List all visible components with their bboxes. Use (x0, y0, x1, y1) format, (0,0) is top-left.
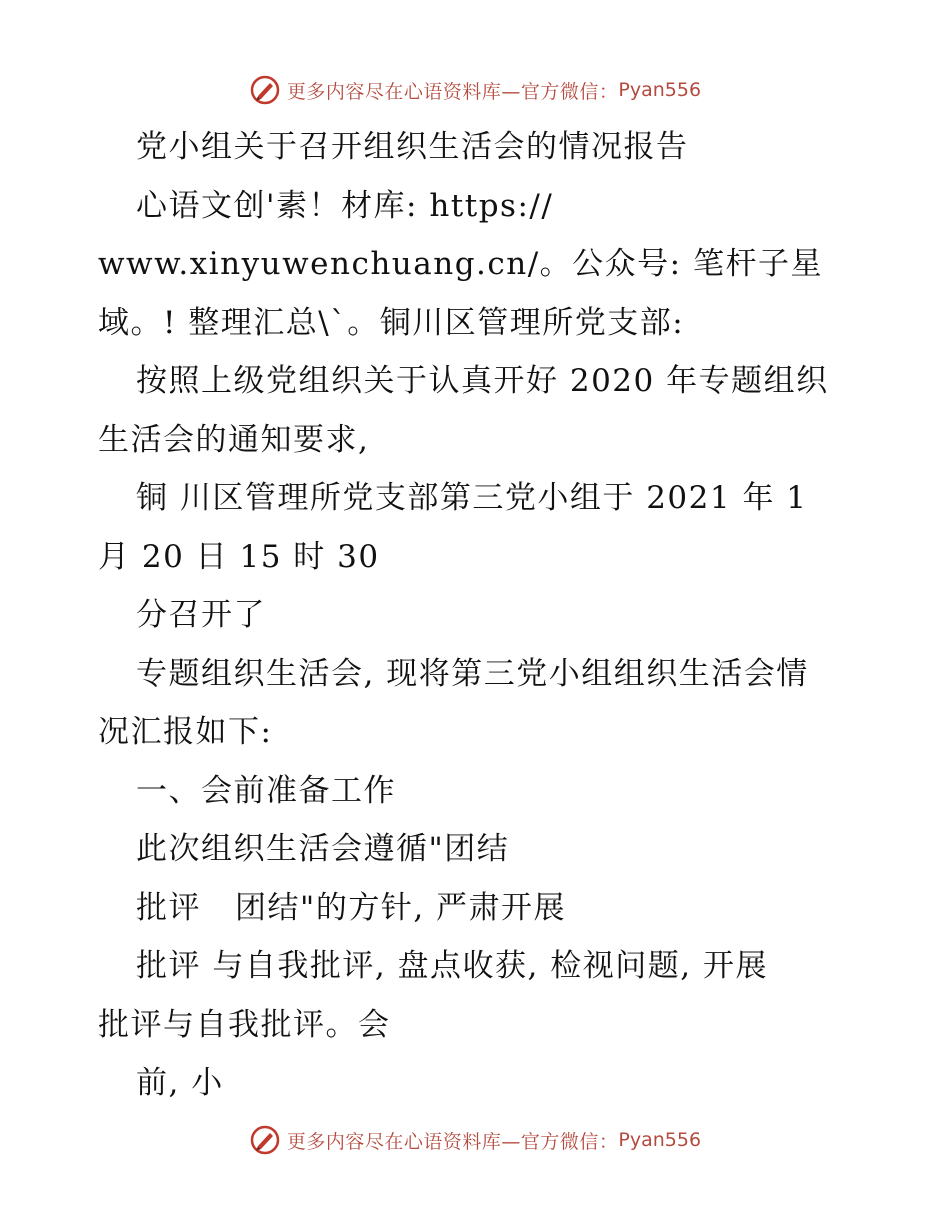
watermark-contact: Pyan556 (618, 79, 702, 101)
watermark-text: 更多内容尽在心语资料库—官方微信： (286, 80, 619, 103)
watermark-text: 更多内容尽在心语资料库—官方微信： (286, 1130, 619, 1153)
pen-logo-icon (249, 1124, 281, 1156)
paragraph-line: 批评与自我批评。会 (98, 1006, 391, 1043)
paragraph-line: 心语文创'素！材库: https:// (136, 187, 554, 224)
paragraph-line: 分召开了 (136, 597, 266, 633)
paragraph-line: www.xinyuwenchuang.cn/。公众号: 笔杆子星 (98, 246, 823, 282)
document-title: 党小组关于召开组织生活会的情况报告 (136, 129, 689, 165)
paragraph-line: 铜 川区管理所党支部第三党小组于 2021 年 1 (136, 480, 808, 516)
paragraph-line: 此次组织生活会遵循"团结 (136, 831, 510, 867)
header-watermark (0, 70, 950, 110)
section-heading: 一、会前准备工作 (136, 772, 396, 809)
paragraph-line: 批评 团结"的方针, 严肃开展 (136, 889, 567, 926)
footer-watermark (0, 1120, 950, 1160)
paragraph-line: 按照上级党组织关于认真开好 2020 年专题组织 (136, 363, 829, 399)
watermark-contact: Pyan556 (618, 1129, 702, 1151)
paragraph-line: 批评 与自我批评, 盘点收获, 检视问题, 开展 (136, 948, 768, 984)
pen-logo-icon (249, 74, 281, 106)
paragraph-line: 况汇报如下: (98, 714, 273, 750)
document-body (98, 118, 858, 1113)
paragraph-line: 前, 小 (136, 1065, 224, 1101)
paragraph-line: 生活会的通知要求, (98, 421, 370, 458)
paragraph-line: 域。! 整理汇总\`。铜川区管理所党支部: (98, 304, 685, 341)
paragraph-line: 专题组织生活会, 现将第三党小组组织生活会情 (136, 655, 809, 692)
paragraph-line: 月 20 日 15 时 30 (98, 538, 380, 575)
